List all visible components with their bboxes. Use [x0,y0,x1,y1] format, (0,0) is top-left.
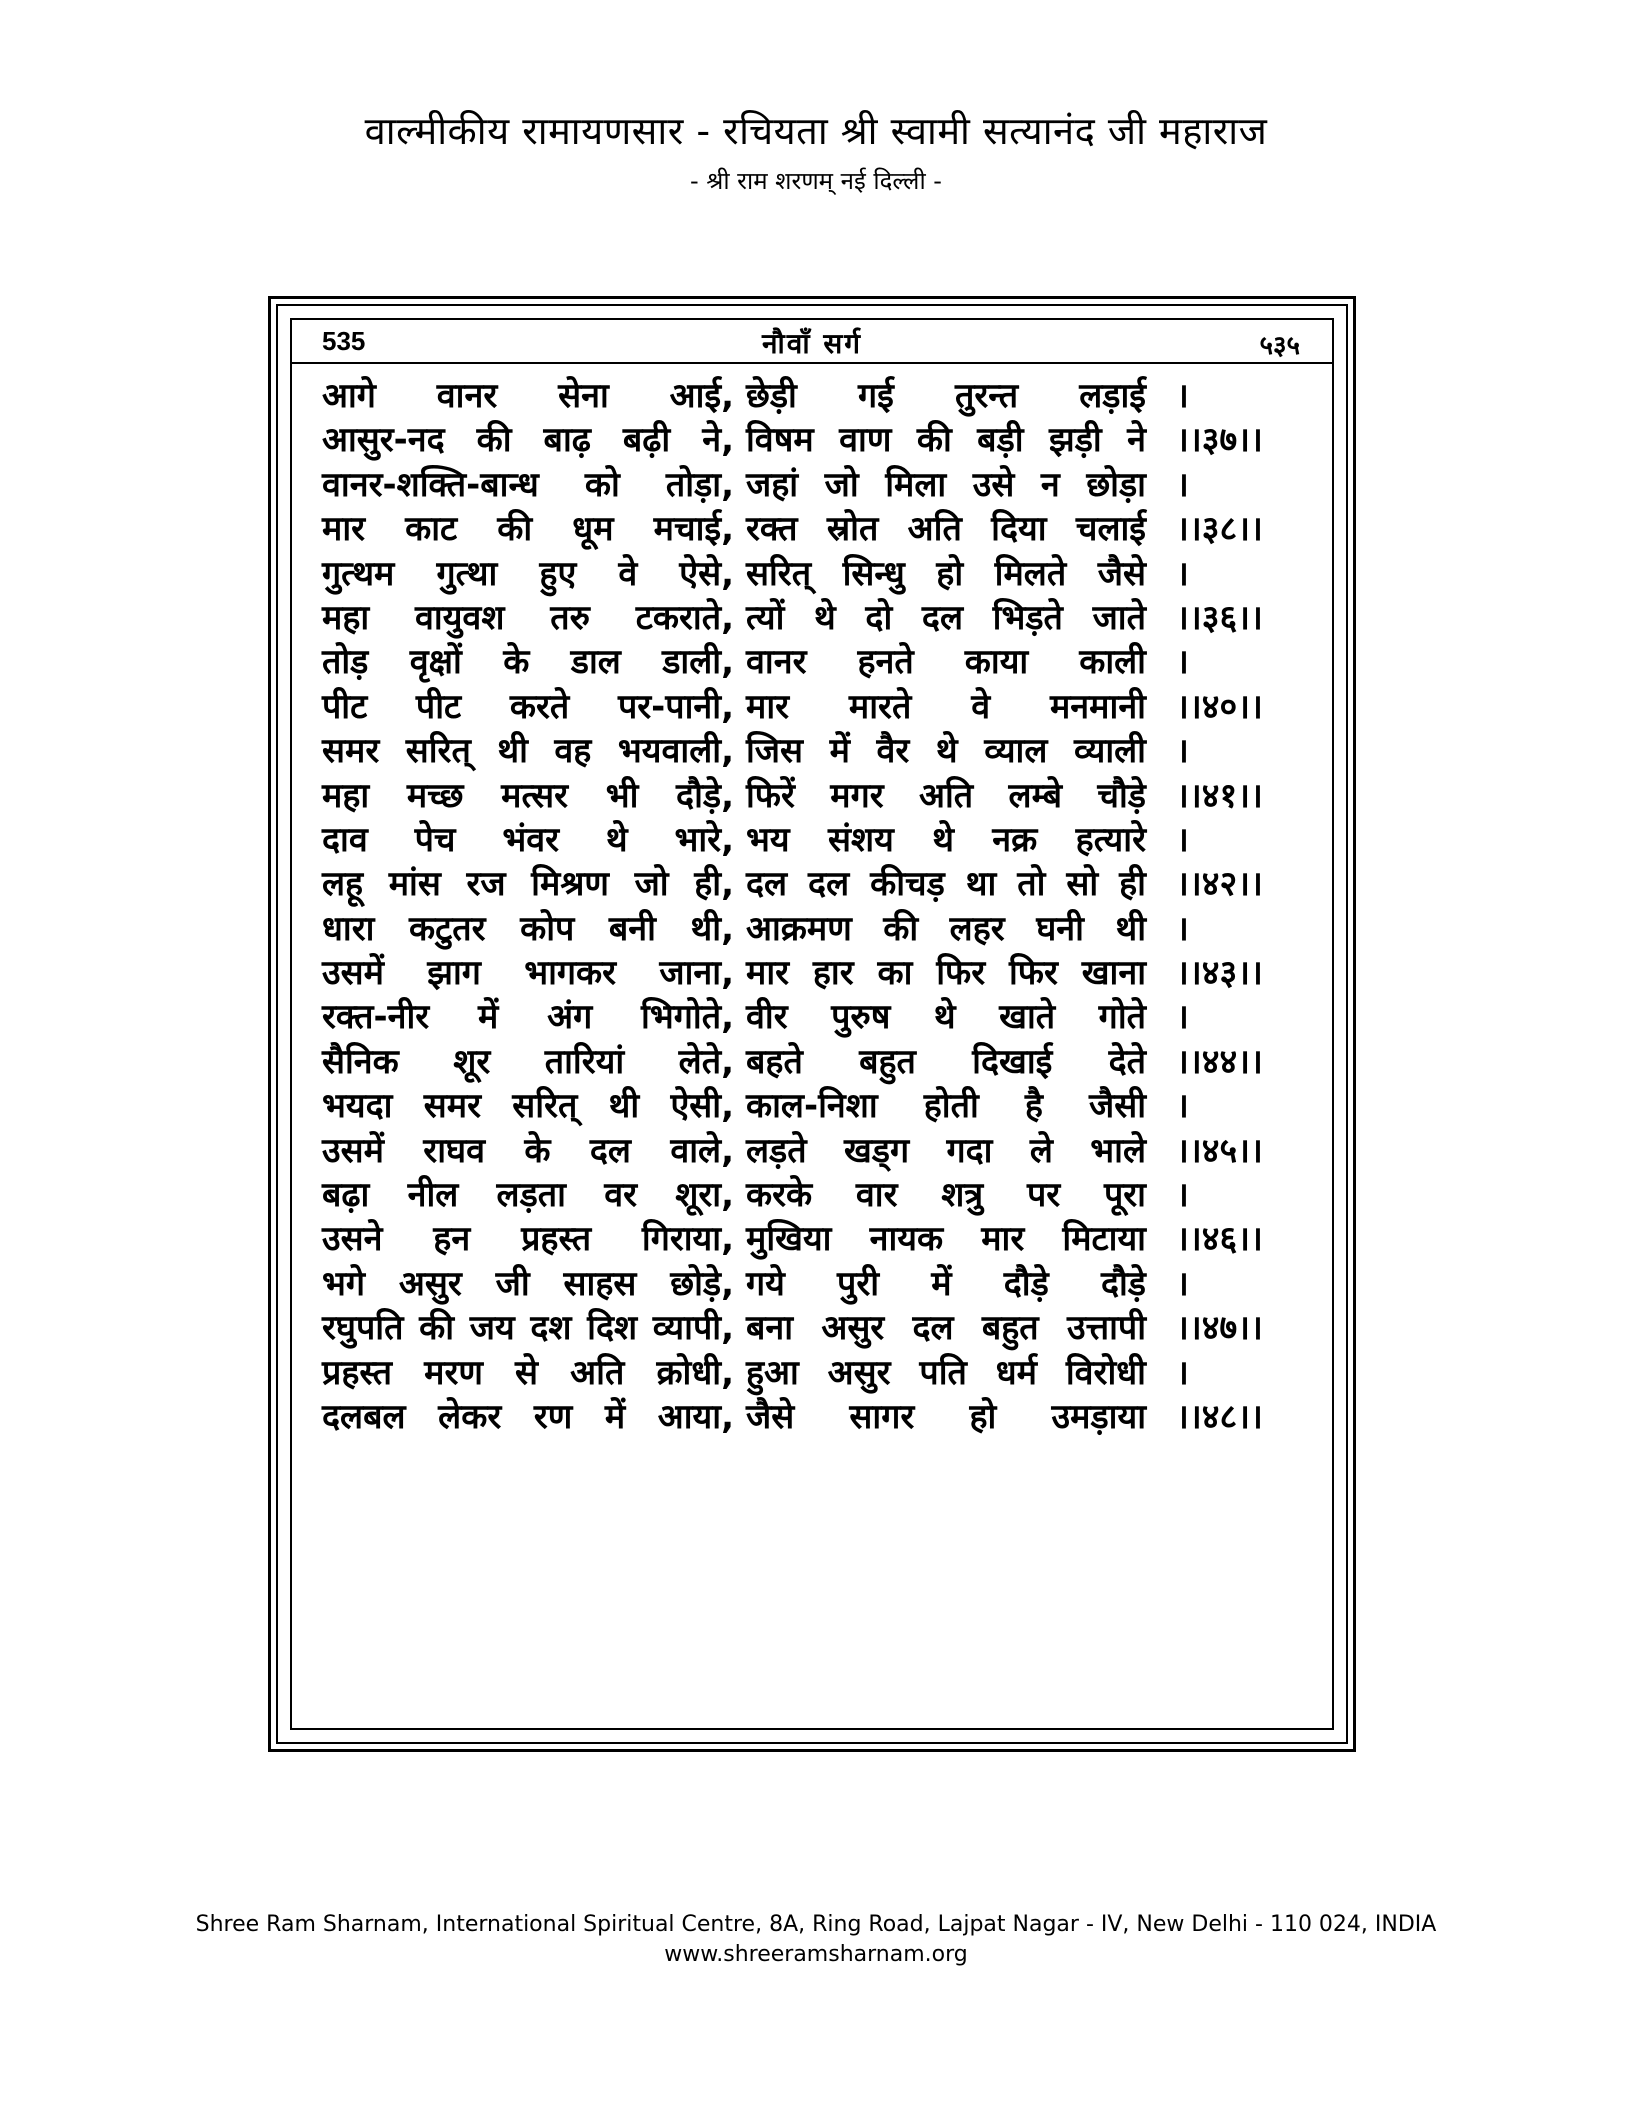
verse-number-mark: ।।४८।। [1176,1396,1263,1437]
verse-line [292,862,1332,906]
verse-number-mark: । [1176,464,1189,505]
verse-line [292,418,1332,462]
verse-second-half: बना असुर दल बहुत उत्तापी [746,1308,1146,1349]
verse-number-mark: । [1176,997,1189,1038]
verse-number-mark: । [1176,553,1189,594]
verse-second-half: मार हार का फिर फिर खाना [746,953,1146,994]
verse-line [292,596,1332,640]
verse-number-mark: । [1176,642,1189,683]
verse-number-mark: ।।४६।। [1176,1219,1263,1260]
verse-first-half: भगे असुर जी साहस छोड़े, [322,1263,734,1304]
verse-first-half: तोड़ वृक्षों के डाल डाली, [322,642,734,683]
verse-first-half: आसुर-नद की बाढ़ बढ़ी ने, [322,420,734,461]
verse-number-mark: । [1176,376,1189,416]
verse-second-half: भय संशय थे नक्र हत्यारे [746,819,1146,860]
verse-number-mark: ।।३७।। [1176,420,1263,461]
verse-second-half: मुखिया नायक मार मिटाया [746,1219,1146,1260]
verse-line [292,1351,1332,1395]
verse-line [292,374,1332,418]
verse-line [292,1040,1332,1084]
verse-first-half: मार काट की धूम मचाई, [322,509,734,550]
footer-website: www.shreeramsharnam.org [664,1942,968,1967]
verse-second-half: करके वार शत्रु पर पूरा [746,1175,1146,1216]
verse-second-half: लड़ते खड्ग गदा ले भाले [746,1130,1146,1171]
verse-first-half: प्रहस्त मरण से अति क्रोधी, [322,1352,734,1393]
verse-line [292,1129,1332,1173]
verse-list [292,374,1332,1439]
verse-second-half: बहते बहुत दिखाई देते [746,1041,1146,1082]
verse-first-half: महा वायुवश तरु टकराते, [322,597,734,638]
verse-first-half: लहू मांस रज मिश्रण जो ही, [322,864,734,905]
verse-first-half: वानर-शक्ति-बान्ध को तोड़ा, [322,464,734,505]
verse-line [292,1084,1332,1128]
verse-second-half: रक्त स्रोत अति दिया चलाई [746,509,1146,550]
verse-number-mark: ।।४०।। [1176,686,1263,727]
verse-number-mark: ।।३८।। [1176,509,1263,550]
verse-first-half: समर सरित् थी वह भयवाली, [322,731,734,772]
verse-number-mark: ।।४३।। [1176,953,1263,994]
verse-line [292,1395,1332,1439]
verse-second-half: जिस में वैर थे व्याल व्याली [746,731,1146,772]
verse-first-half: महा मच्छ मत्सर भी दौड़े, [322,775,734,816]
verse-second-half: छेड़ी गई तुरन्त लड़ाई [746,376,1146,416]
verse-first-half: पीट पीट करते पर-पानी, [322,686,734,727]
verse-line [292,1262,1332,1306]
verse-second-half: सरित् सिन्धु हो मिलते जैसे [746,553,1146,594]
verse-number-mark: । [1176,1263,1189,1304]
verse-number-mark: ।।४७।। [1176,1308,1263,1349]
verse-first-half: भयदा समर सरित् थी ऐसी, [322,1086,734,1127]
verse-second-half: गये पुरी में दौड़े दौड़े [746,1263,1146,1304]
verse-second-half: जैसे सागर हो उमड़ाया [746,1396,1146,1437]
verse-line [292,907,1332,951]
verse-number-mark: ।।३६।। [1176,597,1263,638]
verse-second-half: फिरें मगर अति लम्बे चौड़े [746,775,1146,816]
verse-first-half: सैनिक शूर तारियां लेते, [322,1041,734,1082]
verse-second-half: काल-निशा होती है जैसी [746,1086,1146,1127]
verse-line [292,951,1332,995]
verse-line [292,729,1332,773]
verse-line [292,818,1332,862]
footer-address: Shree Ram Sharnam, International Spiritual Centre, 8A, Ring Road, Lajpat Nagar - IV, New Delhi - 110 024, INDIA [195,1912,1437,1937]
verse-second-half: विषम वाण की बड़ी झड़ी ने [746,420,1146,461]
verse-first-half: उसमें झाग भागकर जाना, [322,953,734,994]
page-number-arabic: 535 [322,326,366,356]
verse-line [292,774,1332,818]
verse-number-mark: । [1176,1175,1189,1216]
verse-first-half: आगे वानर सेना आई, [322,376,734,416]
chapter-title: नौवाँ सर्ग [761,327,863,360]
document-header-subtitle: - श्री राम शरणम् नई दिल्ली - [690,167,942,195]
verse-line [292,1217,1332,1261]
verse-line [292,507,1332,551]
verse-number-mark: । [1176,731,1189,772]
verse-line [292,640,1332,684]
verse-first-half: उसने हन प्रहस्त गिराया, [322,1219,734,1260]
verse-first-half: धारा कटुतर कोप बनी थी, [322,908,734,949]
verse-line [292,463,1332,507]
verse-number-mark: ।।४१।। [1176,775,1263,816]
verse-second-half: मार मारते वे मनमानी [746,686,1146,727]
page-number-devanagari: ५३५ [1259,331,1300,361]
verse-number-mark: । [1176,1086,1189,1127]
verse-first-half: गुत्थम गुत्था हुए वे ऐसे, [322,553,734,594]
verse-number-mark: । [1176,1352,1189,1393]
verse-number-mark: ।।४५।। [1176,1130,1263,1171]
verse-second-half: जहां जो मिला उसे न छोड़ा [746,464,1146,505]
verse-first-half: दाव पेच भंवर थे भारे, [322,819,734,860]
verse-number-mark: ।।४४।। [1176,1041,1263,1082]
verse-first-half: रघुपति की जय दश दिश व्यापी, [322,1308,734,1349]
verse-first-half: बढ़ा नील लड़ता वर शूरा, [322,1175,734,1216]
verse-line [292,552,1332,596]
verse-first-half: रक्त-नीर में अंग भिगोते, [322,997,734,1038]
verse-number-mark: । [1176,819,1189,860]
verse-number-mark: । [1176,908,1189,949]
verse-number-mark: ।।४२।। [1176,864,1263,905]
verse-line [292,1306,1332,1350]
verse-line [292,685,1332,729]
verse-second-half: वीर पुरुष थे खाते गोते [746,997,1146,1038]
verse-second-half: दल दल कीचड़ था तो सो ही [746,864,1146,905]
verse-first-half: दलबल लेकर रण में आया, [322,1396,734,1437]
verse-line [292,995,1332,1039]
verse-line [292,1173,1332,1217]
document-header-title: वाल्मीकीय रामायणसार - रचियता श्री स्वामी सत्यानंद जी महाराज [364,109,1268,153]
verse-second-half: वानर हनते काया काली [746,642,1146,683]
verse-second-half: त्यों थे दो दल भिड़ते जाते [746,597,1146,638]
verse-first-half: उसमें राघव के दल वाले, [322,1130,734,1171]
verse-second-half: हुआ असुर पति धर्म विरोधी [746,1352,1146,1393]
page-heading-bar [292,320,1332,364]
verse-second-half: आक्रमण की लहर घनी थी [746,908,1146,949]
